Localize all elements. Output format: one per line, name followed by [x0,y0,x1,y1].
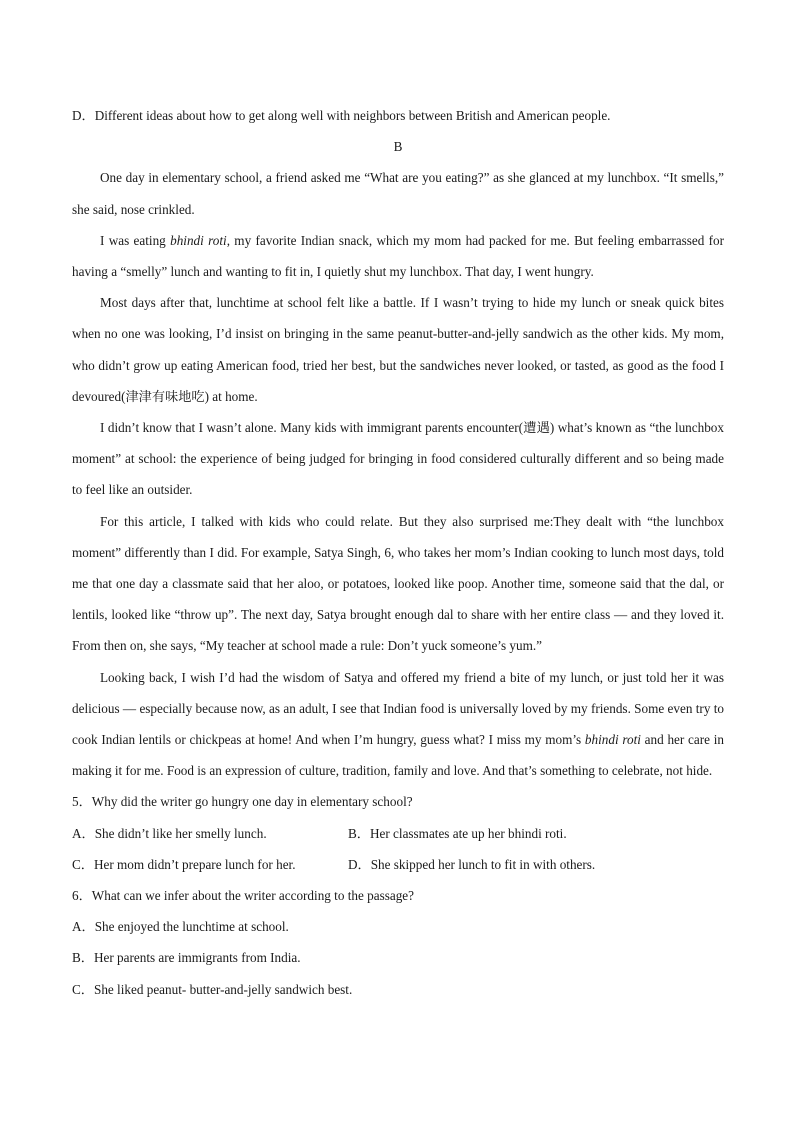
paragraph-6 [72,662,724,787]
paragraph-3: Most days after that, lunchtime at school felt like a battle. If I wasn’t trying to hide my lunch or sneak quick bites when no one was looking, I’d insist on bringing in the same peanut-butter-and-jelly sandwich as the other kids. My mom, who didn’t grow up eating American food, tried her best, but the sandwiches never looked, or tasted, as good as the food I devoured(津津有味地吃) at home. [72,295,724,404]
question-5-options-row-1 [72,818,724,849]
question-6-stem: 6．What can we infer about the writer according to the passage? [72,888,414,904]
question-5 [72,786,724,880]
paragraph-1: One day in elementary school, a friend asked me “What are you eating?” as she glanced at my lunchbox. “It smells,” she said, nose crinkled. [72,170,724,217]
question-6-option-b: B．Her parents are immigrants from India. [72,950,301,966]
section-label: B [393,139,403,155]
question-5-option-a: A．She didn’t like her smelly lunch. [72,825,267,841]
paragraph-5: For this article, I talked with kids who could relate. But they also surprised me:They dealt with “the lunchbox moment” differently than I did. For example, Satya Singh, 6, who takes her mom’s Indian cooking to lunch most days, told me that one day a classmate said that her aloo, or potatoes, looked like poop. Another time, someone said that the dal, or lentils, looked like “throw up”. The next day, Satya brought enough dal to share with her entire class — and they loved it. From then on, she says, “My teacher at school made a rule: Don’t yuck someone’s yum.” [72,513,724,654]
question-6-option-c: C．She liked peanut- butter-and-jelly sandwich best. [72,981,353,997]
question-6 [72,880,724,1005]
question-5-options-row-2 [72,849,724,880]
paragraph-2-dish-name: bhindi roti [170,232,227,248]
paragraph-6-text-end: and her care in making it for me. Food is an expression of culture, tradition, family and love. And that’s something to celebrate, not hide. [72,732,724,779]
question-5-stem: 5．Why did the writer go hungry one day in elementary school? [72,794,413,810]
previous-option-d: D．Different ideas about how to get along well with neighbors between British and American people. [72,108,611,123]
question-6-option-a: A．She enjoyed the lunchtime at school. [72,919,289,935]
paragraph-2 [72,225,724,287]
document-page [72,100,724,1005]
paragraph-6-text-start: Looking back, I wish I’d had the wisdom of Satya and offered my friend a bite of my lunch, or just told her it was delicious — especially because now, as an adult, I see that Indian food is universally loved by my friends. Some even try to cook Indian lentils or chickpeas at home! And when I’m hungry, guess what? I miss my mom’s [72,669,724,748]
question-5-option-b: B．Her classmates ate up her bhindi roti. [348,825,567,841]
paragraph-6-dish-name: bhindi roti [584,732,641,748]
paragraph-2-text-start: I was eating [100,232,171,248]
question-5-option-c: C．Her mom didn’t prepare lunch for her. [72,856,296,872]
question-5-option-d: D．She skipped her lunch to fit in with others. [348,856,596,872]
paragraph-4: I didn’t know that I wasn’t alone. Many kids with immigrant parents encounter(遭遇) what’s known as “the lunchbox moment” at school: the experience of being judged for bringing in food considered culturally different and so being made to feel like an outsider. [72,420,724,498]
paragraph-2-text-end: , my favorite Indian snack, which my mom had packed for me. But feeling embarrassed for having a “smelly” lunch and wanting to fit in, I quietly shut my lunchbox. That day, I went hungry. [72,232,724,280]
